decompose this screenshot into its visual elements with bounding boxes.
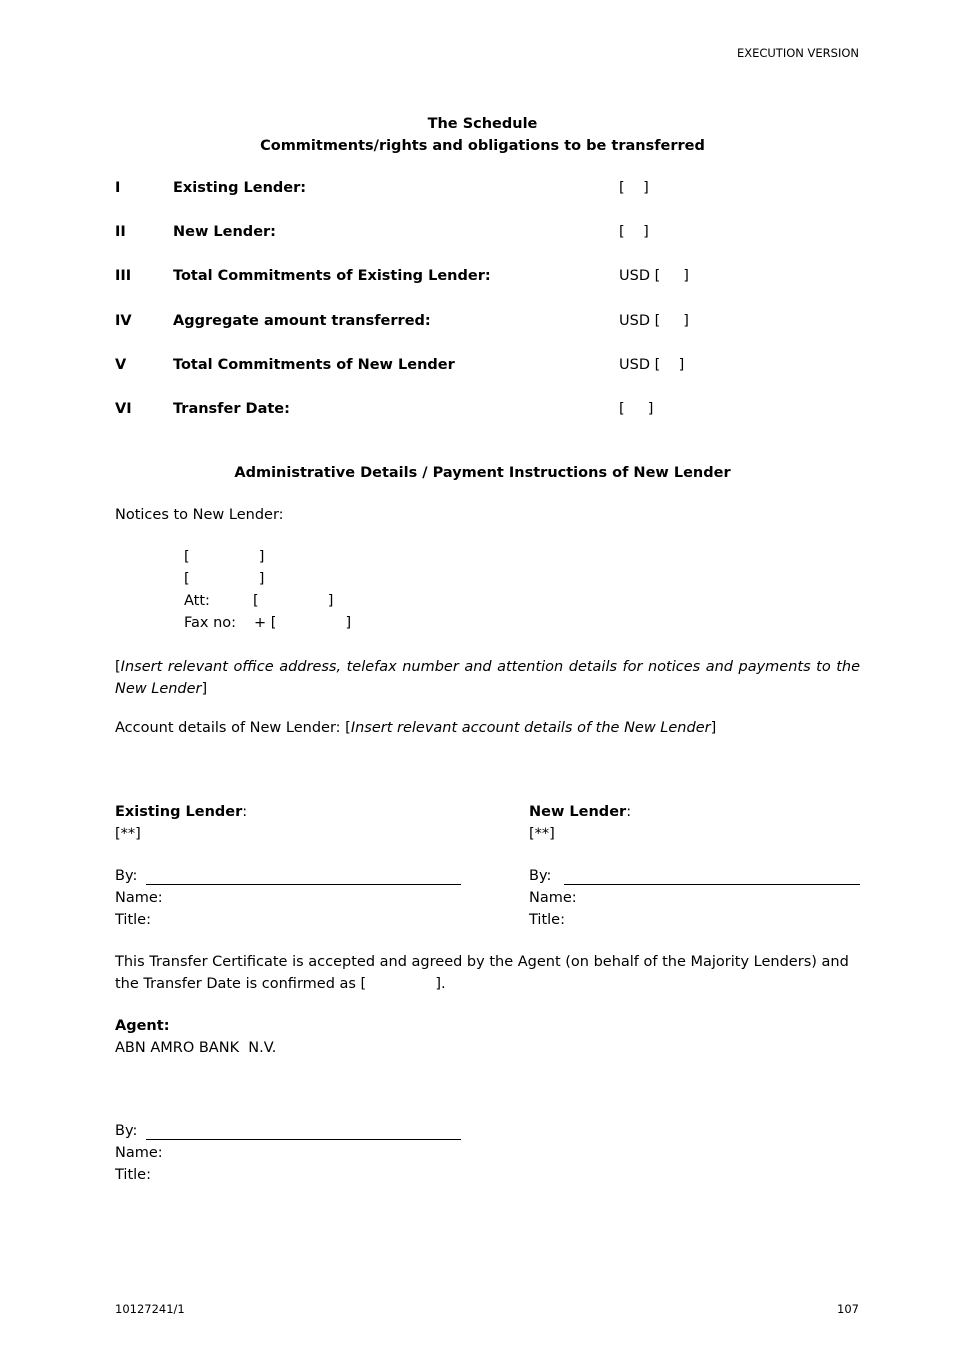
insert-instructions — [115, 656, 860, 700]
account-details — [115, 720, 716, 736]
address-line-1: [ ] — [184, 549, 265, 565]
row-number: I — [115, 180, 121, 196]
new-lender-colon: : — [626, 804, 632, 820]
existing-lender-heading — [115, 804, 247, 820]
new-name-label: Name: — [529, 890, 577, 906]
existing-title-label: Title: — [115, 912, 151, 928]
insert-text: Insert relevant office address, telefax number and attention details for notices and payments to the New Lender — [115, 659, 860, 697]
row-value: [ ] — [619, 224, 649, 240]
schedule-subtitle: Commitments/rights and obligations to be transferred — [260, 138, 705, 154]
account-suffix: ] — [710, 720, 717, 736]
new-lender-placeholder: [**] — [529, 826, 555, 842]
row-value: USD [ ] — [619, 357, 685, 373]
row-label: Existing Lender: — [173, 180, 307, 196]
new-by-label: By: — [529, 868, 552, 884]
att-label: Att: — [184, 593, 210, 609]
row-value: [ ] — [619, 401, 654, 417]
row-value: [ ] — [619, 180, 649, 196]
execution-version-label: EXECUTION VERSION — [736, 46, 859, 60]
new-lender-label: New Lender — [529, 804, 627, 820]
existing-by-label: By: — [115, 868, 138, 884]
insert-bracket-close: ] — [201, 681, 208, 697]
fax-label: Fax no: — [184, 615, 237, 631]
account-prefix: Account details of New Lender: [ — [115, 720, 351, 736]
row-label: Aggregate amount transferred: — [173, 313, 431, 329]
new-title-label: Title: — [529, 912, 565, 928]
att-value: [ ] — [253, 593, 334, 609]
row-label: Total Commitments of Existing Lender: — [173, 268, 491, 284]
new-signature-line — [564, 884, 860, 885]
row-label: New Lender: — [173, 224, 276, 240]
agent-by-label: By: — [115, 1123, 138, 1139]
notices-label: Notices to New Lender: — [115, 507, 284, 523]
existing-lender-placeholder: [**] — [115, 826, 141, 842]
new-lender-heading — [529, 804, 631, 820]
agent-signature-line — [146, 1139, 461, 1140]
row-value: USD [ ] — [619, 268, 689, 284]
agent-name-value: ABN AMRO BANK N.V. — [115, 1040, 277, 1056]
page-number: 107 — [837, 1302, 859, 1316]
address-line-2: [ ] — [184, 571, 265, 587]
row-number: III — [115, 268, 132, 284]
admin-heading: Administrative Details / Payment Instructions of New Lender — [234, 465, 731, 481]
row-label: Transfer Date: — [173, 401, 290, 417]
row-number: VI — [115, 401, 132, 417]
existing-lender-label: Existing Lender — [115, 804, 243, 820]
account-text: Insert relevant account details of the New Lender — [350, 720, 711, 736]
existing-lender-colon: : — [242, 804, 248, 820]
fax-value: + [ ] — [254, 615, 352, 631]
document-id: 10127241/1 — [115, 1302, 185, 1316]
existing-name-label: Name: — [115, 890, 163, 906]
insert-bracket-open: [ — [115, 659, 121, 675]
row-number: II — [115, 224, 126, 240]
agent-label: Agent: — [115, 1018, 170, 1034]
row-number: V — [115, 357, 127, 373]
agent-name-label: Name: — [115, 1145, 163, 1161]
existing-signature-line — [146, 884, 461, 885]
row-number: IV — [115, 313, 132, 329]
schedule-title: The Schedule — [427, 116, 538, 132]
row-value: USD [ ] — [619, 313, 689, 329]
agent-title-label: Title: — [115, 1167, 151, 1183]
row-label: Total Commitments of New Lender — [173, 357, 455, 373]
acceptance-line-1: This Transfer Certificate is accepted and agreed by the Agent (on behalf of the Majority Lenders) and — [115, 954, 849, 970]
acceptance-line-2: the Transfer Date is confirmed as [ ]. — [115, 976, 446, 992]
